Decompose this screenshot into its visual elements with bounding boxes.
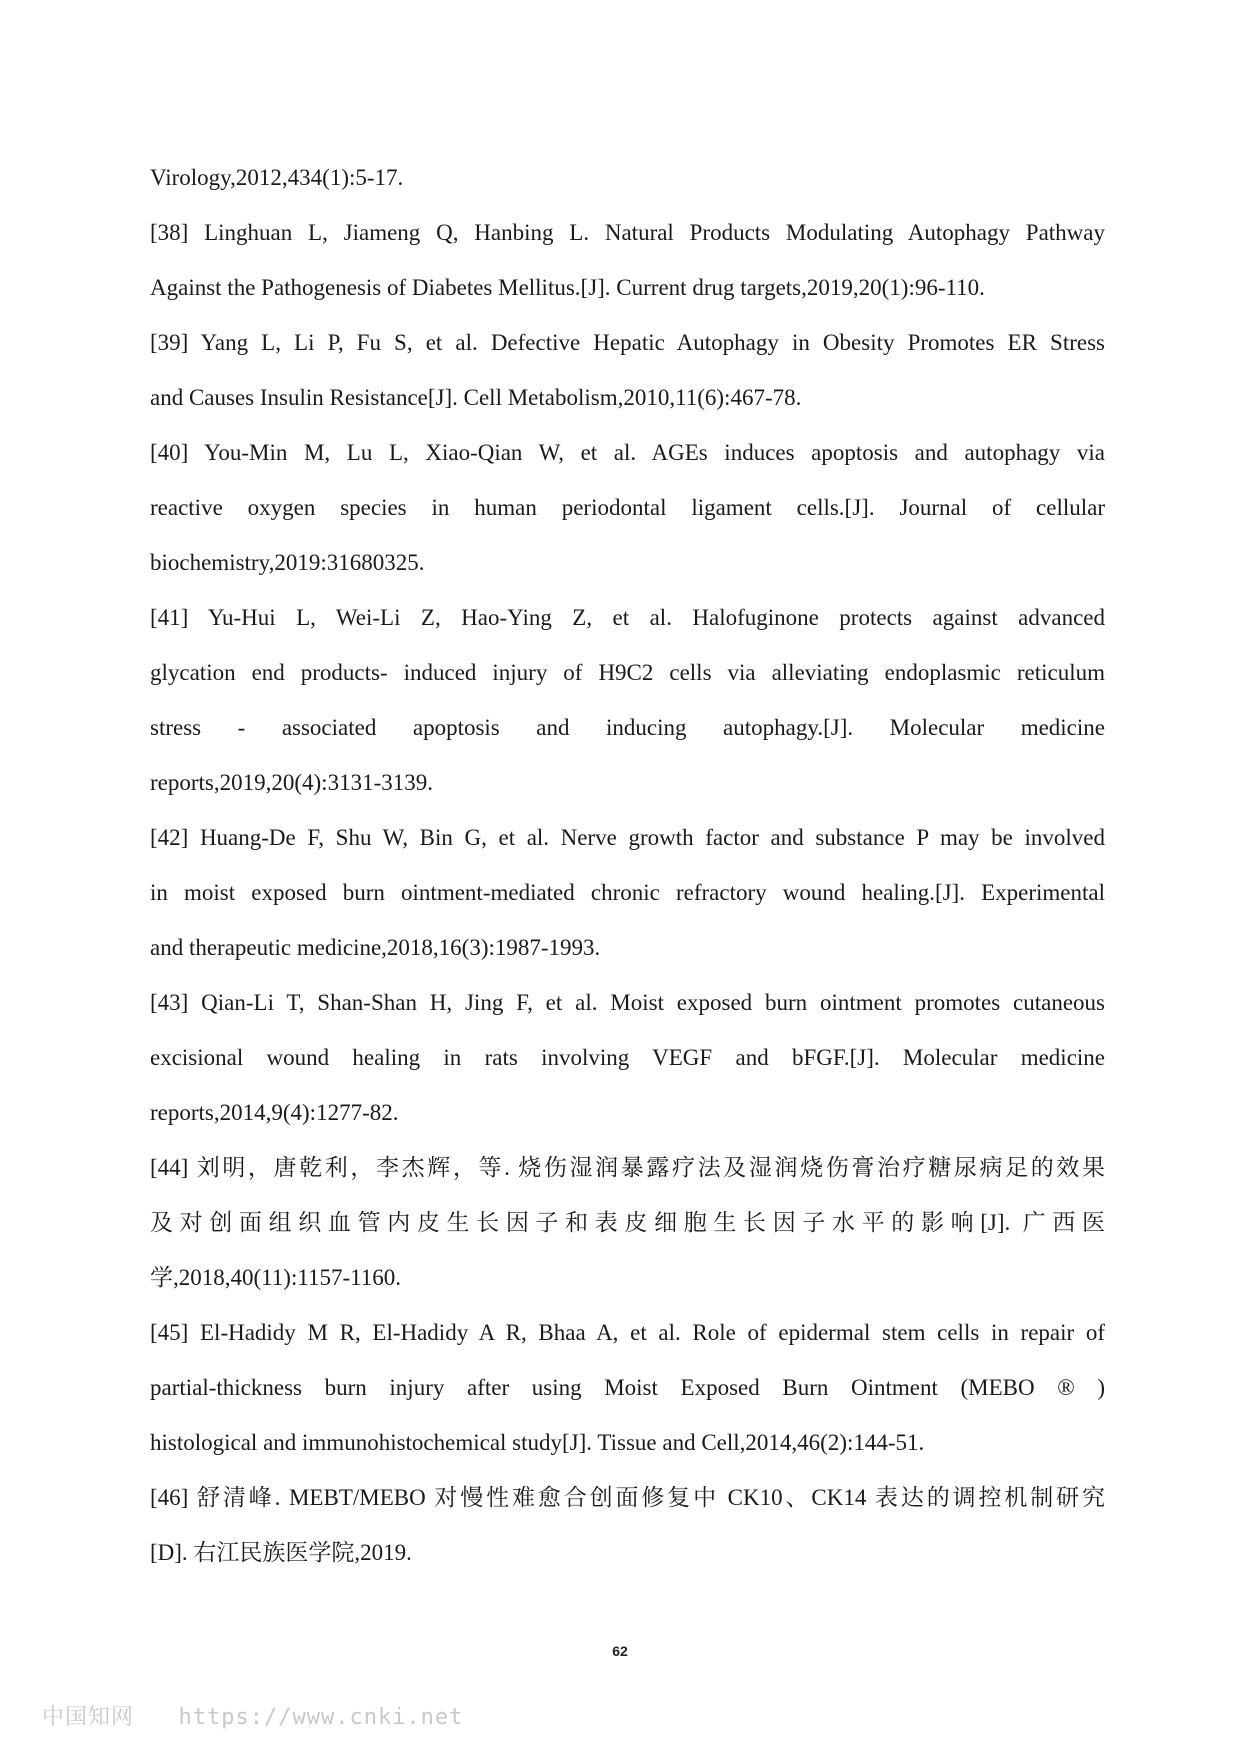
reference-line: [43] Qian-Li T, Shan-Shan H, Jing F, et al. Moist exposed burn ointment promotes cutaneous bbox=[150, 990, 1105, 1015]
reference-line: [D]. 右江民族医学院,2019. bbox=[150, 1540, 412, 1565]
reference-entry-39 bbox=[150, 329, 1105, 439]
reference-line: stress ‐ associated apoptosis and inducing autophagy.[J]. Molecular medicine bbox=[150, 715, 1105, 740]
reference-line: biochemistry,2019:31680325. bbox=[150, 550, 425, 575]
reference-line: histological and immunohistochemical study[J]. Tissue and Cell,2014,46(2):144-51. bbox=[150, 1430, 925, 1455]
reference-entry-40 bbox=[150, 439, 1105, 604]
reference-line: 学,2018,40(11):1157-1160. bbox=[150, 1265, 402, 1290]
reference-line: [45] El-Hadidy M R, El-Hadidy A R, Bhaa A, et al. Role of epidermal stem cells in repair of bbox=[150, 1320, 1105, 1345]
reference-entry-41 bbox=[150, 604, 1105, 824]
reference-line: [38] Linghuan L, Jiameng Q, Hanbing L. Natural Products Modulating Autophagy Pathway bbox=[150, 220, 1105, 245]
reference-line: and therapeutic medicine,2018,16(3):1987-1993. bbox=[150, 935, 601, 960]
watermark-url: https://www.cnki.net bbox=[178, 1705, 464, 1730]
reference-entry-38 bbox=[150, 219, 1105, 329]
reference-entry-45 bbox=[150, 1319, 1105, 1484]
reference-line: [44] 刘明，唐乾利，李杰辉，等. 烧伤湿润暴露疗法及湿润烧伤膏治疗糖尿病足的效果 bbox=[150, 1155, 1105, 1180]
watermark-site-name: 中国知网 bbox=[42, 1705, 135, 1730]
reference-entry-46 bbox=[150, 1484, 1105, 1594]
reference-line: partial-thickness burn injury after using Moist Exposed Burn Ointment (MEBO ® ) bbox=[150, 1375, 1105, 1400]
reference-line: in moist exposed burn ointment-mediated chronic refractory wound healing.[J]. Experimental bbox=[150, 880, 1105, 905]
reference-line: reports,2014,9(4):1277-82. bbox=[150, 1100, 399, 1125]
page-number: 62 bbox=[612, 1643, 628, 1659]
reference-entry-42 bbox=[150, 824, 1105, 989]
reference-list bbox=[150, 164, 1105, 1594]
reference-line: [39] Yang L, Li P, Fu S, et al. Defective Hepatic Autophagy in Obesity Promotes ER Stress bbox=[150, 330, 1105, 355]
reference-line: [40] You-Min M, Lu L, Xiao-Qian W, et al. AGEs induces apoptosis and autophagy via bbox=[150, 440, 1105, 465]
reference-line: [46] 舒清峰. MEBT/MEBO 对慢性难愈合创面修复中 CK10、CK14 表达的调控机制研究 bbox=[150, 1485, 1105, 1510]
cnki-watermark bbox=[42, 1700, 463, 1731]
reference-line: glycation end products‐ induced injury of H9C2 cells via alleviating endoplasmic reticulum bbox=[150, 660, 1105, 685]
reference-line: [42] Huang-De F, Shu W, Bin G, et al. Nerve growth factor and substance P may be involved bbox=[150, 825, 1105, 850]
reference-line: Against the Pathogenesis of Diabetes Mellitus.[J]. Current drug targets,2019,20(1):96-110. bbox=[150, 275, 985, 300]
reference-line: excisional wound healing in rats involving VEGF and bFGF.[J]. Molecular medicine bbox=[150, 1045, 1105, 1070]
reference-entry-43 bbox=[150, 989, 1105, 1154]
reference-line: Virology,2012,434(1):5-17. bbox=[150, 165, 404, 190]
reference-line: reactive oxygen species in human periodontal ligament cells.[J]. Journal of cellular bbox=[150, 495, 1105, 520]
reference-line: [41] Yu-Hui L, Wei-Li Z, Hao-Ying Z, et al. Halofuginone protects against advanced bbox=[150, 605, 1105, 630]
reference-entry-37-continued bbox=[150, 164, 1105, 219]
reference-line: and Causes Insulin Resistance[J]. Cell Metabolism,2010,11(6):467-78. bbox=[150, 385, 802, 410]
reference-line: reports,2019,20(4):3131-3139. bbox=[150, 770, 433, 795]
reference-line: 及对创面组织血管内皮生长因子和表皮细胞生长因子水平的影响[J]. 广西医 bbox=[150, 1210, 1105, 1235]
reference-entry-44 bbox=[150, 1154, 1105, 1319]
